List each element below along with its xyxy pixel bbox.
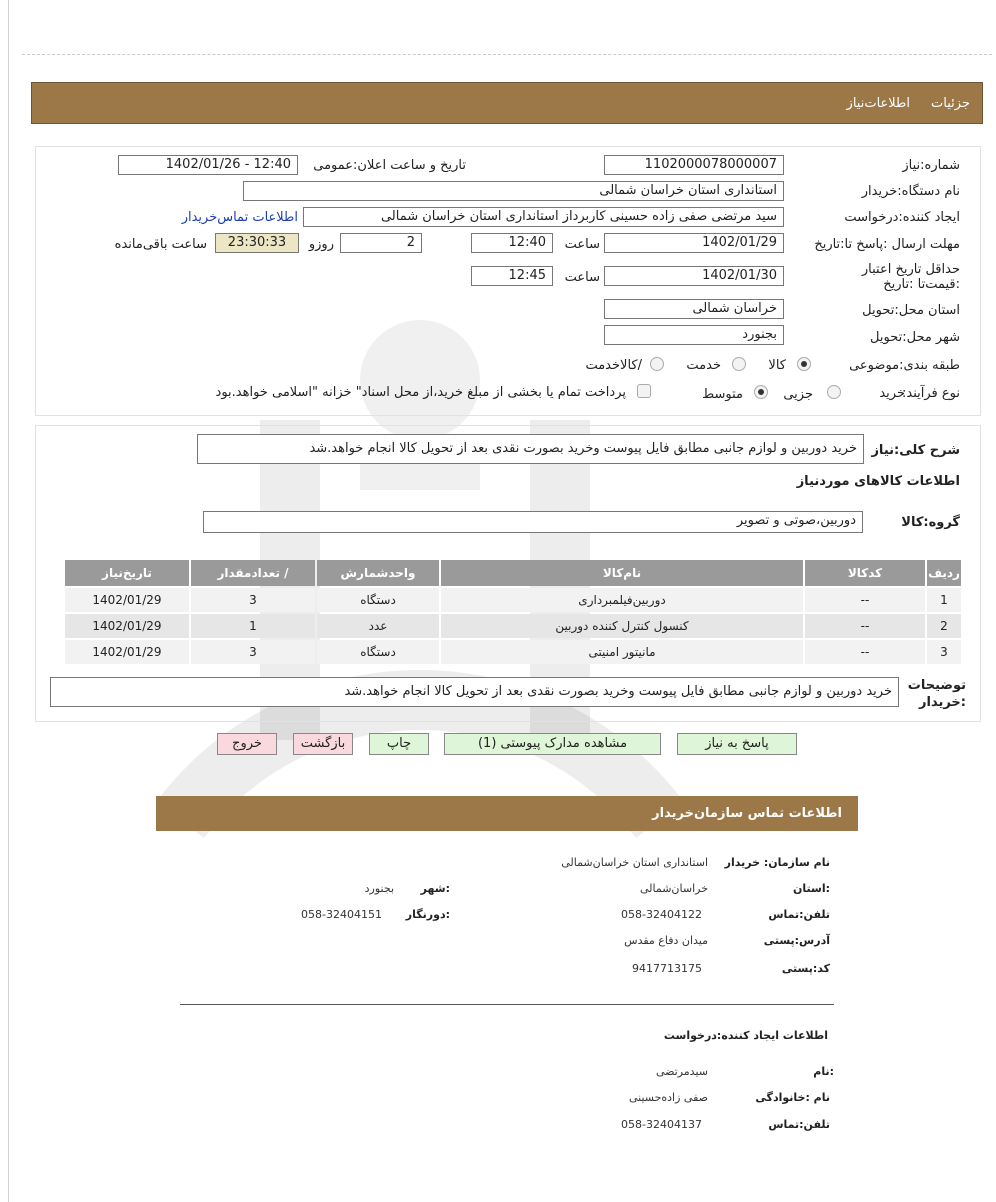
category-option-service: خدمت <box>686 358 721 373</box>
process-option-minor: جزیی <box>783 387 813 402</box>
row-date: 1402/01/29 <box>65 614 189 638</box>
buyer-label: نام دستگاه:خریدار <box>861 184 960 199</box>
goods-group-label: گروه:کالا <box>901 515 960 530</box>
province-field: خراسان شمالی <box>604 299 784 319</box>
table-header-row <box>65 560 961 586</box>
buyer-notes-label: توضیحات :خریدار <box>907 678 966 710</box>
back-button[interactable]: بازگشت <box>293 733 353 755</box>
process-radio-minor[interactable] <box>827 385 841 399</box>
creator-phone-label: تلفن:تماس <box>768 1118 830 1131</box>
days-label: روزو <box>308 237 334 252</box>
attachments-button[interactable]: مشاهده مدارک پیوستی (1) <box>444 733 661 755</box>
buyer-field: استانداری استان خراسان شمالی <box>243 181 784 201</box>
row-qty: 3 <box>191 588 315 612</box>
col-header-qty: / تعدادمقدار <box>191 560 315 586</box>
validity-label: حداقل تاریخ اعتبار :قیمت‌تا :تاریخ <box>861 262 960 292</box>
contact-city-label: :شهر <box>420 882 450 895</box>
deadline-time-field: 12:40 <box>471 233 553 253</box>
contact-address-label: آدرس:پستی <box>763 934 830 947</box>
announce-label: تاریخ و ساعت اعلان:عمومی <box>313 158 466 173</box>
city-label: شهر محل:تحویل <box>870 330 960 345</box>
province-label: استان محل:تحویل <box>862 303 960 318</box>
process-option-medium: متوسط <box>702 387 743 402</box>
breadcrumb-home[interactable]: جزئیات <box>931 96 970 111</box>
creator-name-label: :نام <box>813 1065 834 1078</box>
org-label: نام سازمان: خریدار <box>724 856 830 869</box>
contact-section-header <box>156 796 858 831</box>
category-radio-goods-service[interactable] <box>650 357 664 371</box>
contact-province-label: :استان <box>793 882 830 895</box>
row-name: کنسول کنترل کننده دوربین <box>441 614 803 638</box>
process-radio-medium[interactable] <box>754 385 768 399</box>
contact-postal-label: کد:پستی <box>781 962 830 975</box>
row-date: 1402/01/29 <box>65 588 189 612</box>
validity-time-field: 12:45 <box>471 266 553 286</box>
category-label: طبقه بندی:موضوعی <box>849 358 960 373</box>
category-option-goods: کالا <box>768 358 786 373</box>
countdown-timer: 23:30:33 <box>215 233 299 253</box>
row-date: 1402/01/29 <box>65 640 189 664</box>
validity-date-field: 1402/01/30 <box>604 266 784 286</box>
category-option-goods-service: /کالاخدمت <box>585 358 642 373</box>
row-index: 2 <box>927 614 961 638</box>
contact-divider <box>180 1004 834 1005</box>
row-code: -- <box>805 614 925 638</box>
row-qty: 1 <box>191 614 315 638</box>
process-type-buy: خرید <box>879 386 905 401</box>
contact-city-value: بجنورد <box>364 882 394 895</box>
row-code: -- <box>805 640 925 664</box>
remaining-label: ساعت باقی‌مانده <box>114 237 207 252</box>
print-button[interactable]: چاپ <box>369 733 429 755</box>
table-row <box>65 640 961 664</box>
contact-postal-value: 9417713175 <box>632 962 702 975</box>
contact-fax-label: :دورنگار <box>405 908 450 921</box>
org-value: استانداری استان خراسان‌شمالی <box>561 856 708 869</box>
row-name: دوربین‌فیلمبرداری <box>441 588 803 612</box>
goods-group-field: دوربین،صوتی و تصویر <box>203 511 863 533</box>
payment-checkbox[interactable] <box>637 384 651 398</box>
category-radio-goods[interactable] <box>797 357 811 371</box>
contact-phone-label: تلفن:تماس <box>768 908 830 921</box>
announce-field: 1402/01/26 - 12:40 <box>118 155 298 175</box>
creator-label: ایجاد کننده:درخواست <box>844 210 960 225</box>
validity-time-label: ساعت <box>564 270 600 285</box>
table-row <box>65 614 961 638</box>
row-index: 1 <box>927 588 961 612</box>
table-row <box>65 588 961 612</box>
row-unit: دستگاه <box>317 588 439 612</box>
breadcrumb-section[interactable]: اطلاعات‌نیاز <box>846 96 910 111</box>
summary-label: شرح کلی:نیاز <box>871 443 960 458</box>
col-header-date: تاریخ‌نیاز <box>65 560 189 586</box>
top-divider <box>22 54 992 55</box>
row-code: -- <box>805 588 925 612</box>
need-number-field: 1102000078000007 <box>604 155 784 175</box>
row-qty: 3 <box>191 640 315 664</box>
row-name: مانیتور امنیتی <box>441 640 803 664</box>
deadline-time-label: ساعت <box>564 237 600 252</box>
creator-family-value: صفی زاده‌حسینی <box>628 1091 708 1104</box>
col-header-unit: واحدشمارش <box>317 560 439 586</box>
contact-fax-value: 058-32404151 <box>301 908 382 921</box>
row-unit: دستگاه <box>317 640 439 664</box>
category-radio-service[interactable] <box>732 357 746 371</box>
goods-table <box>63 558 963 666</box>
process-label: نوع فرآیند: <box>902 386 960 401</box>
left-border-line <box>8 0 9 1202</box>
col-header-name: نام‌کالا <box>441 560 803 586</box>
deadline-date-field: 1402/01/29 <box>604 233 784 253</box>
contact-province-value: خراسان‌شمالی <box>639 882 708 895</box>
exit-button[interactable]: خروج <box>217 733 277 755</box>
contact-phone-value: 058-32404122 <box>621 908 702 921</box>
reply-button[interactable]: پاسخ به نیاز <box>677 733 797 755</box>
summary-field: خرید دوربین و لوازم جانبی مطابق فایل پیوست وخرید بصورت نقدی بعد از تحویل کالا انجام خواهد.شد <box>197 434 864 464</box>
buyer-notes-field: خرید دوربین و لوازم جانبی مطابق فایل پیوست وخرید بصورت نقدی بعد از تحویل کالا انجام خواهد.شد <box>50 677 899 707</box>
deadline-label: مهلت ارسال :پاسخ تا:تاریخ <box>814 237 960 252</box>
col-header-index: ردیف <box>927 560 961 586</box>
payment-note: پرداخت تمام یا بخشی از مبلغ خرید،از محل اسناد" خزانه "اسلامی خواهد.بود <box>215 385 626 400</box>
creator-phone-value: 058-32404137 <box>621 1118 702 1131</box>
days-field: 2 <box>340 233 422 253</box>
row-unit: عدد <box>317 614 439 638</box>
creator-info-title: اطلاعات ایجاد کننده:درخواست <box>663 1029 828 1042</box>
contact-address-value: میدان دفاع مقدس <box>624 934 708 947</box>
creator-field: سید مرتضی صفی زاده حسینی کاربرداز استانداری استان خراسان شمالی <box>303 207 784 227</box>
breadcrumb <box>31 82 983 124</box>
creator-family-label: نام :خانوادگی <box>755 1091 830 1104</box>
col-header-code: کدکالا <box>805 560 925 586</box>
need-number-label: شماره:نیاز <box>902 158 960 173</box>
goods-section-title: اطلاعات کالاهای موردنیاز <box>796 474 960 489</box>
contact-section-title: اطلاعات تماس سازمان‌خریدار <box>652 806 842 821</box>
creator-name-value: سیدمرتضی <box>655 1065 708 1078</box>
city-field: بجنورد <box>604 325 784 345</box>
row-index: 3 <box>927 640 961 664</box>
buyer-contact-link[interactable]: اطلاعات تماس‌خریدار <box>181 210 298 225</box>
